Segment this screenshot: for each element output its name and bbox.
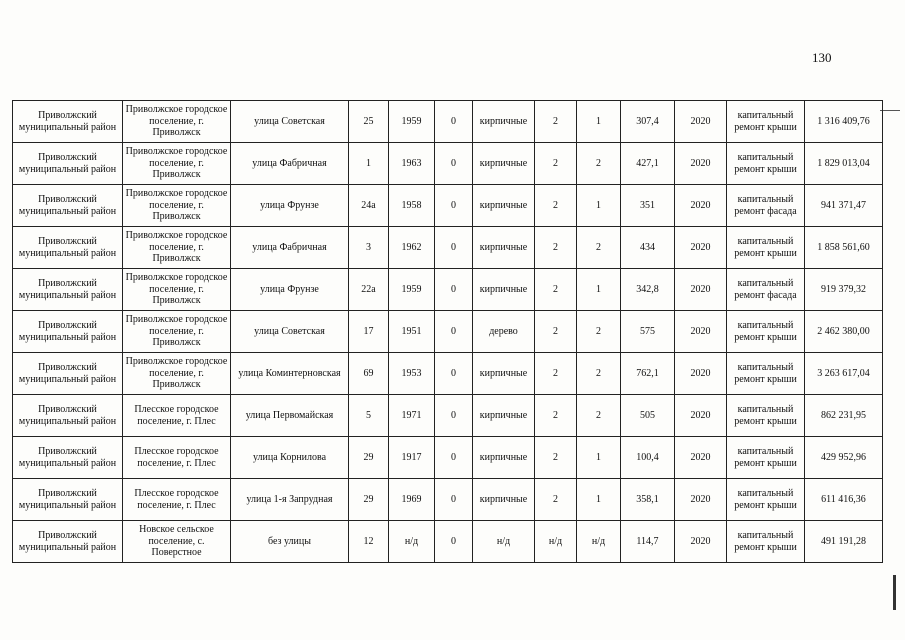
table-row xyxy=(13,521,883,563)
plan-year-cell: 2020 xyxy=(675,269,727,311)
table-row xyxy=(13,353,883,395)
area-cell: 434 xyxy=(621,227,675,269)
house-number-cell: 29 xyxy=(349,437,389,479)
floors-cell: 2 xyxy=(535,185,577,227)
amount-cell: 1 316 409,76 xyxy=(805,101,883,143)
build-year-cell: 1962 xyxy=(389,227,435,269)
street-cell: улица 1-я Запрудная xyxy=(231,479,349,521)
settlement-cell: Новское сельское поселение, с. Поверстное xyxy=(123,521,231,563)
street-cell: улица Советская xyxy=(231,311,349,353)
plan-year-cell: 2020 xyxy=(675,101,727,143)
floors-cell: 2 xyxy=(535,437,577,479)
wall-material-cell: н/д xyxy=(473,521,535,563)
amount-cell: 3 263 617,04 xyxy=(805,353,883,395)
table-row xyxy=(13,227,883,269)
wall-material-cell: кирпичные xyxy=(473,143,535,185)
house-number-cell: 17 xyxy=(349,311,389,353)
entrances-cell: 2 xyxy=(577,353,621,395)
settlement-cell: Приволжское городское поселение, г. Приволжск xyxy=(123,101,231,143)
amount-cell: 491 191,28 xyxy=(805,521,883,563)
floors-cell: 2 xyxy=(535,353,577,395)
page-number: 130 xyxy=(812,50,832,65)
scan-edge-mark xyxy=(893,575,896,610)
build-year-cell: 1963 xyxy=(389,143,435,185)
floors-cell: 2 xyxy=(535,395,577,437)
house-number-cell: 25 xyxy=(349,101,389,143)
wall-material-cell: кирпичные xyxy=(473,353,535,395)
district-cell: Приволжский муниципальный район xyxy=(13,479,123,521)
district-cell: Приволжский муниципальный район xyxy=(13,143,123,185)
entrances-cell: 2 xyxy=(577,143,621,185)
settlement-cell: Приволжское городское поселение, г. Приволжск xyxy=(123,143,231,185)
wall-material-cell: кирпичные xyxy=(473,269,535,311)
settlement-cell: Плесское городское поселение, г. Плес xyxy=(123,437,231,479)
house-number-cell: 3 xyxy=(349,227,389,269)
plan-year-cell: 2020 xyxy=(675,353,727,395)
entrances-cell: 1 xyxy=(577,437,621,479)
table-row xyxy=(13,479,883,521)
work-type-cell: капитальный ремонт крыши xyxy=(727,479,805,521)
area-cell: 114,7 xyxy=(621,521,675,563)
amount-cell: 429 952,96 xyxy=(805,437,883,479)
work-type-cell: капитальный ремонт крыши xyxy=(727,101,805,143)
area-cell: 351 xyxy=(621,185,675,227)
street-cell: улица Коминтерновская xyxy=(231,353,349,395)
work-type-cell: капитальный ремонт крыши xyxy=(727,143,805,185)
wall-material-cell: кирпичные xyxy=(473,437,535,479)
plan-year-cell: 2020 xyxy=(675,311,727,353)
street-cell: улица Фабричная xyxy=(231,227,349,269)
street-cell: улица Фрунзе xyxy=(231,269,349,311)
area-cell: 762,1 xyxy=(621,353,675,395)
build-year-cell: 1953 xyxy=(389,353,435,395)
plan-year-cell: 2020 xyxy=(675,395,727,437)
floors-cell: 2 xyxy=(535,143,577,185)
table-row xyxy=(13,437,883,479)
district-cell: Приволжский муниципальный район xyxy=(13,311,123,353)
plan-year-cell: 2020 xyxy=(675,227,727,269)
area-cell: 505 xyxy=(621,395,675,437)
district-cell: Приволжский муниципальный район xyxy=(13,101,123,143)
table-row xyxy=(13,311,883,353)
zero-column-cell: 0 xyxy=(435,479,473,521)
build-year-cell: 1969 xyxy=(389,479,435,521)
settlement-cell: Приволжское городское поселение, г. Приволжск xyxy=(123,185,231,227)
wall-material-cell: кирпичные xyxy=(473,227,535,269)
floors-cell: 2 xyxy=(535,311,577,353)
floors-cell: 2 xyxy=(535,227,577,269)
build-year-cell: 1959 xyxy=(389,269,435,311)
zero-column-cell: 0 xyxy=(435,437,473,479)
district-cell: Приволжский муниципальный район xyxy=(13,185,123,227)
street-cell: улица Первомайская xyxy=(231,395,349,437)
plan-year-cell: 2020 xyxy=(675,437,727,479)
table-row xyxy=(13,143,883,185)
settlement-cell: Приволжское городское поселение, г. Приволжск xyxy=(123,353,231,395)
entrances-cell: 1 xyxy=(577,479,621,521)
zero-column-cell: 0 xyxy=(435,227,473,269)
wall-material-cell: дерево xyxy=(473,311,535,353)
build-year-cell: н/д xyxy=(389,521,435,563)
build-year-cell: 1959 xyxy=(389,101,435,143)
work-type-cell: капитальный ремонт крыши xyxy=(727,437,805,479)
entrances-cell: 1 xyxy=(577,185,621,227)
settlement-cell: Приволжское городское поселение, г. Приволжск xyxy=(123,227,231,269)
floors-cell: 2 xyxy=(535,269,577,311)
floors-cell: 2 xyxy=(535,101,577,143)
house-number-cell: 5 xyxy=(349,395,389,437)
house-number-cell: 12 xyxy=(349,521,389,563)
settlement-cell: Плесское городское поселение, г. Плес xyxy=(123,479,231,521)
zero-column-cell: 0 xyxy=(435,143,473,185)
plan-year-cell: 2020 xyxy=(675,521,727,563)
work-type-cell: капитальный ремонт фасада xyxy=(727,185,805,227)
table-row xyxy=(13,269,883,311)
zero-column-cell: 0 xyxy=(435,353,473,395)
amount-cell: 919 379,32 xyxy=(805,269,883,311)
work-type-cell: капитальный ремонт крыши xyxy=(727,227,805,269)
entrances-cell: 2 xyxy=(577,395,621,437)
zero-column-cell: 0 xyxy=(435,311,473,353)
area-cell: 427,1 xyxy=(621,143,675,185)
amount-cell: 862 231,95 xyxy=(805,395,883,437)
street-cell: улица Советская xyxy=(231,101,349,143)
wall-material-cell: кирпичные xyxy=(473,395,535,437)
zero-column-cell: 0 xyxy=(435,185,473,227)
floors-cell: н/д xyxy=(535,521,577,563)
work-type-cell: капитальный ремонт крыши xyxy=(727,311,805,353)
plan-year-cell: 2020 xyxy=(675,185,727,227)
work-type-cell: капитальный ремонт крыши xyxy=(727,353,805,395)
wall-material-cell: кирпичные xyxy=(473,185,535,227)
district-cell: Приволжский муниципальный район xyxy=(13,437,123,479)
table-row xyxy=(13,185,883,227)
wall-material-cell: кирпичные xyxy=(473,479,535,521)
settlement-cell: Плесское городское поселение, г. Плес xyxy=(123,395,231,437)
amount-cell: 1 858 561,60 xyxy=(805,227,883,269)
entrances-cell: 2 xyxy=(577,311,621,353)
street-cell: улица Фабричная xyxy=(231,143,349,185)
settlement-cell: Приволжское городское поселение, г. Приволжск xyxy=(123,311,231,353)
amount-cell: 2 462 380,00 xyxy=(805,311,883,353)
table-row xyxy=(13,395,883,437)
plan-year-cell: 2020 xyxy=(675,143,727,185)
zero-column-cell: 0 xyxy=(435,101,473,143)
work-type-cell: капитальный ремонт крыши xyxy=(727,521,805,563)
zero-column-cell: 0 xyxy=(435,395,473,437)
area-cell: 342,8 xyxy=(621,269,675,311)
house-number-cell: 24а xyxy=(349,185,389,227)
build-year-cell: 1971 xyxy=(389,395,435,437)
entrances-cell: 1 xyxy=(577,269,621,311)
zero-column-cell: 0 xyxy=(435,269,473,311)
plan-year-cell: 2020 xyxy=(675,479,727,521)
entrances-cell: н/д xyxy=(577,521,621,563)
house-number-cell: 22а xyxy=(349,269,389,311)
district-cell: Приволжский муниципальный район xyxy=(13,353,123,395)
entrances-cell: 2 xyxy=(577,227,621,269)
street-cell: улица Фрунзе xyxy=(231,185,349,227)
housing-repair-table xyxy=(12,100,883,563)
settlement-cell: Приволжское городское поселение, г. Приволжск xyxy=(123,269,231,311)
floors-cell: 2 xyxy=(535,479,577,521)
build-year-cell: 1958 xyxy=(389,185,435,227)
house-number-cell: 29 xyxy=(349,479,389,521)
area-cell: 100,4 xyxy=(621,437,675,479)
build-year-cell: 1951 xyxy=(389,311,435,353)
amount-cell: 941 371,47 xyxy=(805,185,883,227)
district-cell: Приволжский муниципальный район xyxy=(13,395,123,437)
area-cell: 575 xyxy=(621,311,675,353)
entrances-cell: 1 xyxy=(577,101,621,143)
district-cell: Приволжский муниципальный район xyxy=(13,227,123,269)
table-row xyxy=(13,101,883,143)
area-cell: 358,1 xyxy=(621,479,675,521)
zero-column-cell: 0 xyxy=(435,521,473,563)
street-cell: без улицы xyxy=(231,521,349,563)
work-type-cell: капитальный ремонт фасада xyxy=(727,269,805,311)
house-number-cell: 1 xyxy=(349,143,389,185)
margin-mark xyxy=(880,110,900,111)
district-cell: Приволжский муниципальный район xyxy=(13,269,123,311)
district-cell: Приволжский муниципальный район xyxy=(13,521,123,563)
area-cell: 307,4 xyxy=(621,101,675,143)
amount-cell: 1 829 013,04 xyxy=(805,143,883,185)
street-cell: улица Корнилова xyxy=(231,437,349,479)
build-year-cell: 1917 xyxy=(389,437,435,479)
work-type-cell: капитальный ремонт крыши xyxy=(727,395,805,437)
amount-cell: 611 416,36 xyxy=(805,479,883,521)
house-number-cell: 69 xyxy=(349,353,389,395)
wall-material-cell: кирпичные xyxy=(473,101,535,143)
